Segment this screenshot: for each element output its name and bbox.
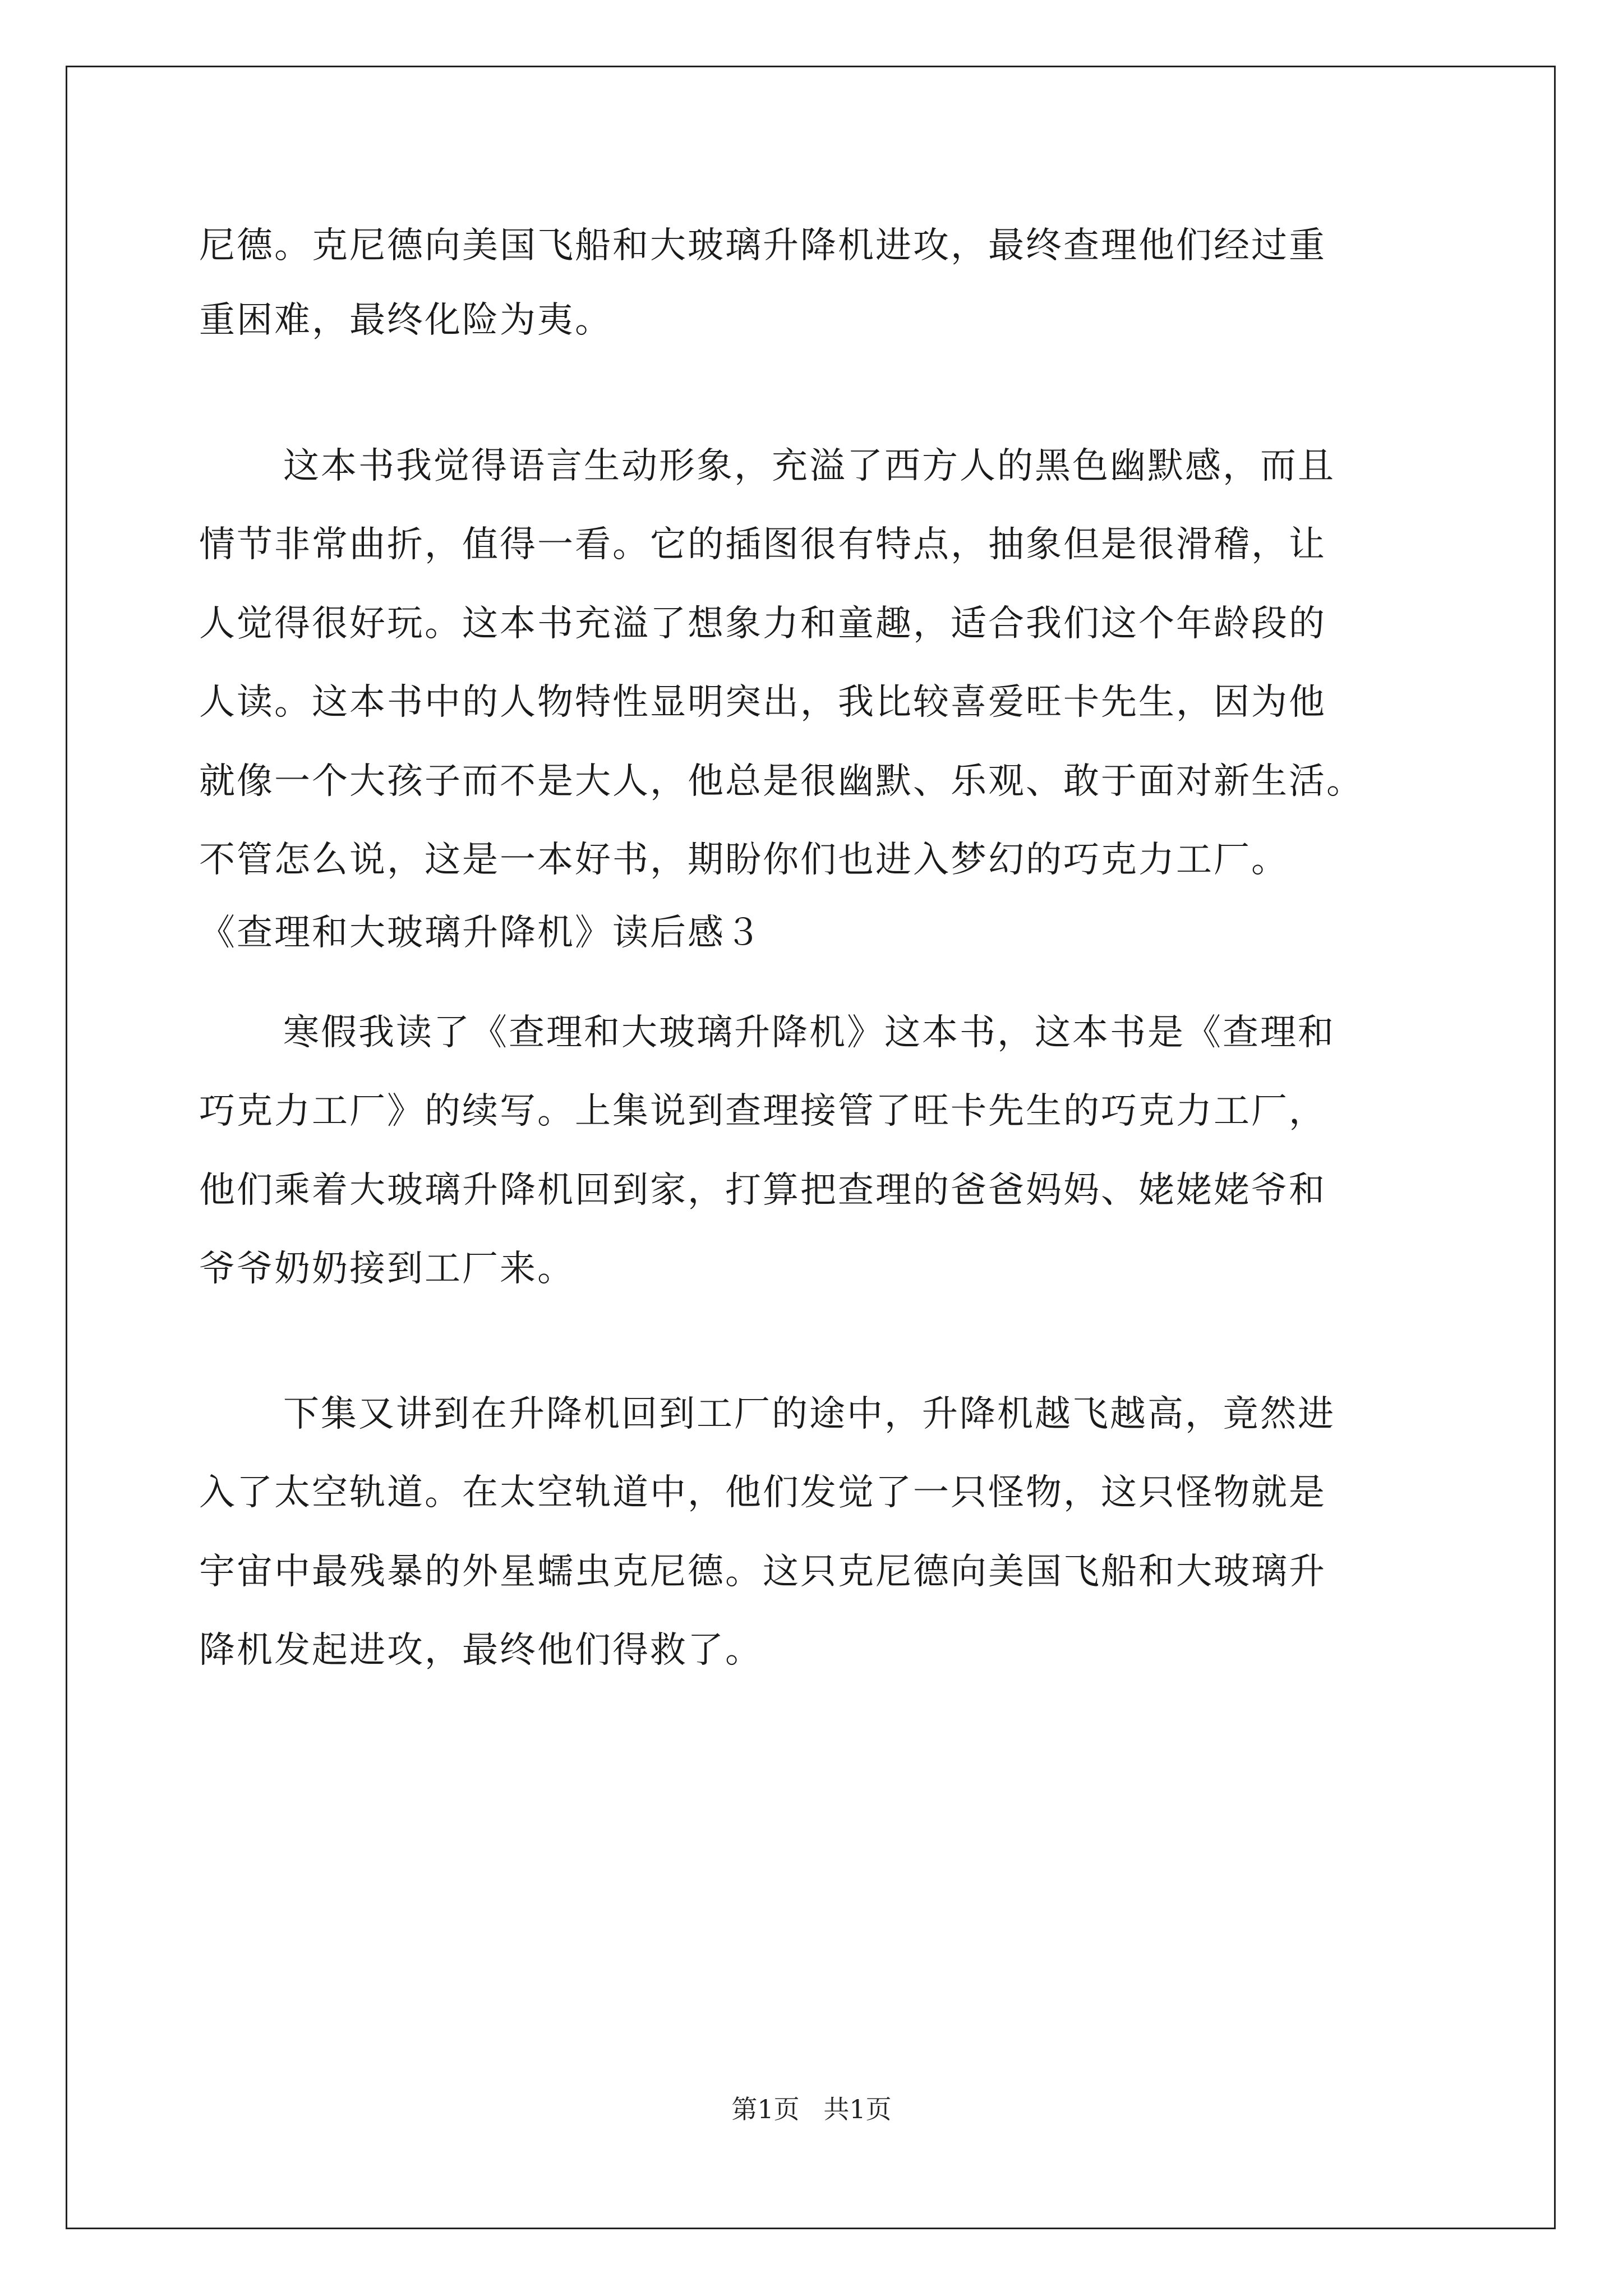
text-line: 爷爷奶奶接到工厂来。 <box>199 1248 575 1290</box>
text-line: 情节非常曲折，值得一看。它的插图很有特点，抽象但是很滑稽，让 <box>199 524 1326 565</box>
text-line: 尼德。克尼德向美国飞船和大玻璃升降机进攻，最终查理他们经过重 <box>199 225 1326 266</box>
text-line: 巧克力工厂》的续写。上集说到查理接管了旺卡先生的巧克力工厂， <box>199 1091 1326 1132</box>
paragraph-first-line: 下集又讲到在升降机回到工厂的途中，升降机越飞越高，竟然进 <box>283 1393 1335 1435</box>
page-total: 共1页 <box>823 2094 892 2124</box>
page-number: 第1页 <box>731 2094 800 2124</box>
text-line: 就像一个大孩子而不是大人，他总是很幽默、乐观、敢于面对新生活。 <box>199 761 1364 802</box>
page-footer <box>0 2092 1623 2126</box>
text-line: 他们乘着大玻璃升降机回到家，打算把查理的爸爸妈妈、姥姥姥爷和 <box>199 1170 1326 1211</box>
text-line: 重困难，最终化险为夷。 <box>199 300 612 341</box>
text-line: 不管怎么说，这是一本好书，期盼你们也进入梦幻的巧克力工厂。 <box>199 839 1289 881</box>
text-line: 入了太空轨道。在太空轨道中，他们发觉了一只怪物，这只怪物就是 <box>199 1472 1326 1513</box>
paragraph-first-line: 寒假我读了《查理和大玻璃升降机》这本书，这本书是《查理和 <box>283 1012 1335 1053</box>
text-line: 人读。这本书中的人物特性显明突出，我比较喜爱旺卡先生，因为他 <box>199 682 1326 723</box>
paragraph-first-line: 这本书我觉得语言生动形象，充溢了西方人的黑色幽默感，而且 <box>283 445 1335 487</box>
text-line: 人觉得很好玩。这本书充溢了想象力和童趣，适合我们这个年龄段的 <box>199 603 1326 645</box>
text-line: 宇宙中最残暴的外星蠕虫克尼德。这只克尼德向美国飞船和大玻璃升 <box>199 1551 1326 1593</box>
text-line: 降机发起进攻，最终他们得救了。 <box>199 1630 763 1671</box>
section-heading: 《查理和大玻璃升降机》读后感３ <box>199 912 763 954</box>
page-border <box>66 66 1556 2229</box>
